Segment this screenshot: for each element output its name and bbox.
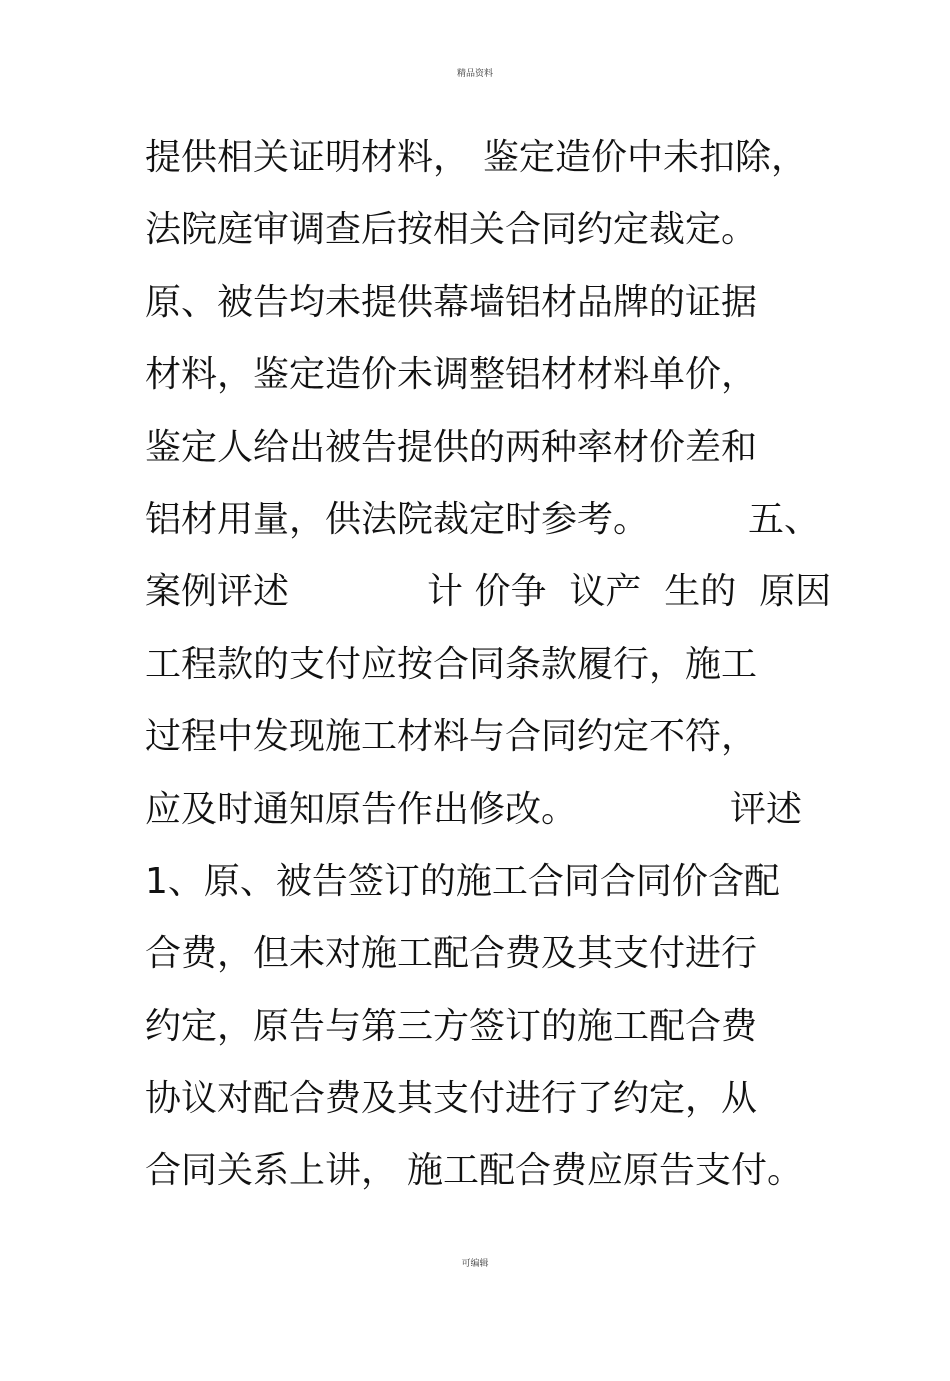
text-segment: 铝材用量，供法院裁定时参考。 — [145, 498, 650, 540]
text-segment: 施工配合费应原告支付。 — [407, 1150, 804, 1192]
text-segment: 案例评述 — [145, 571, 290, 613]
text-segment: 评述 — [730, 788, 803, 830]
text-line — [145, 635, 825, 707]
text-segment: 协议对配合费及其支付进行了约定，从 — [145, 1078, 758, 1120]
text-segment: 原、被告均未提供幕墙铝材品牌的证据 — [145, 281, 758, 323]
text-segment: 1、原、被告签订的施工合同合同价含配 — [145, 860, 780, 902]
text-segment: 提供相关证明材料， — [145, 137, 470, 178]
text-line — [145, 924, 825, 996]
text-segment: 应及时通知原告作出修改。 — [145, 788, 578, 830]
text-segment: 鉴定造价中未扣除， — [483, 137, 808, 178]
text-segment: 计 价争 议产 生的 原因 — [427, 571, 832, 613]
text-line — [145, 273, 825, 345]
text-line — [145, 128, 825, 200]
text-line — [145, 562, 832, 634]
body-text — [145, 128, 832, 1214]
text-line — [145, 852, 825, 924]
text-line — [145, 200, 825, 272]
page-footer: 可编辑 — [461, 1259, 489, 1269]
text-segment: 鉴定人给出被告提供的两种率材价差和 — [145, 426, 758, 468]
text-segment: 过程中发现施工材料与合同约定不符， — [145, 716, 758, 758]
text-segment: 合同关系上讲， — [145, 1150, 398, 1192]
text-line — [145, 1069, 825, 1141]
text-segment: 材料，鉴定造价未调整铝材材料单价， — [145, 354, 758, 396]
text-segment: 工程款的支付应按合同条款履行，施工 — [145, 643, 758, 685]
text-segment: 合费，但未对施工配合费及其支付进行 — [145, 933, 758, 975]
text-segment: 五、 — [748, 498, 821, 540]
text-line — [145, 780, 825, 852]
text-line — [145, 418, 825, 490]
text-segment: 法院庭审调查后按相关合同约定裁定。 — [145, 209, 758, 251]
text-line — [145, 997, 825, 1069]
page-header: 精品资料 — [456, 69, 493, 79]
text-line — [145, 490, 825, 562]
text-segment: 约定，原告与第三方签订的施工配合费 — [145, 1005, 758, 1047]
text-line — [145, 345, 825, 417]
text-line — [145, 1141, 825, 1213]
text-line — [145, 707, 825, 779]
